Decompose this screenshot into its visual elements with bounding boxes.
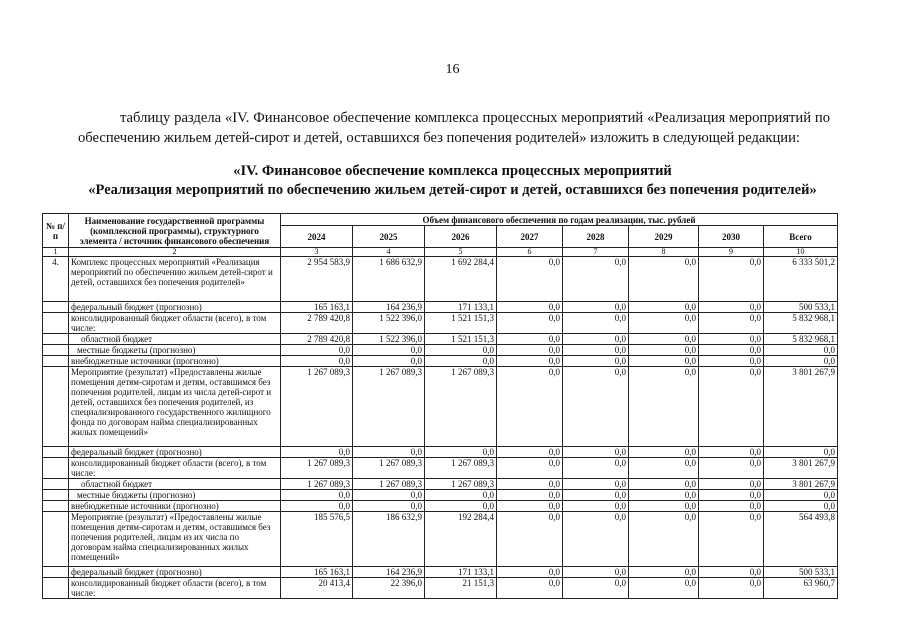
value-cell: 0,0 <box>425 447 497 458</box>
row-name-cell: местные бюджеты (прогнозно) <box>69 490 281 501</box>
column-index-cell: 9 <box>699 248 764 257</box>
value-cell: 0,0 <box>699 458 764 479</box>
row-name-cell: консолидированный бюджет области (всего), в том числе: <box>69 578 281 599</box>
heading-line-2: «Реализация мероприятий по обеспечению жильем детей-сирот и детей, оставшихся без попечения родителей» <box>88 182 817 198</box>
column-index-cell: 1 <box>43 248 69 257</box>
value-cell: 0,0 <box>563 501 629 512</box>
row-name-cell: Мероприятие (результат) «Предоставлены жилые помещения детям-сиротам и детям, оставшимся без попечения родителей, лицам из их числа по договорам найма специализированных жилых помещений» <box>69 512 281 567</box>
value-cell: 500 533,1 <box>764 302 838 313</box>
row-number-cell <box>43 578 69 599</box>
value-cell: 0,0 <box>563 458 629 479</box>
value-cell: 0,0 <box>629 345 699 356</box>
year-header: 2029 <box>629 226 699 248</box>
row-name-cell: внебюджетные источники (прогнозно) <box>69 501 281 512</box>
row-name-cell: консолидированный бюджет области (всего), в том числе: <box>69 458 281 479</box>
column-index-cell: 8 <box>629 248 699 257</box>
value-cell: 0,0 <box>281 501 353 512</box>
row-number-cell <box>43 345 69 356</box>
table-row <box>43 578 838 599</box>
intro-paragraph <box>78 108 830 148</box>
value-cell: 500 533,1 <box>764 567 838 578</box>
value-cell: 0,0 <box>353 447 425 458</box>
value-cell: 0,0 <box>629 257 699 302</box>
row-number-cell <box>43 313 69 334</box>
value-cell: 0,0 <box>629 334 699 345</box>
value-cell: 5 832 968,1 <box>764 334 838 345</box>
row-name-cell: консолидированный бюджет области (всего), в том числе: <box>69 313 281 334</box>
value-cell: 3 801 267,9 <box>764 479 838 490</box>
value-cell: 0,0 <box>563 356 629 367</box>
table-row <box>43 356 838 367</box>
value-cell: 0,0 <box>563 578 629 599</box>
value-cell: 1 522 396,0 <box>353 334 425 345</box>
value-cell: 0,0 <box>764 490 838 501</box>
table-row <box>43 313 838 334</box>
financing-group-header: Объем финансового обеспечения по годам реализации, тыс. рублей <box>281 214 838 226</box>
section-heading <box>0 162 905 200</box>
value-cell: 1 267 089,3 <box>425 367 497 447</box>
value-cell: 0,0 <box>425 501 497 512</box>
value-cell: 0,0 <box>281 490 353 501</box>
column-index-cell: 7 <box>563 248 629 257</box>
col-num-header: № п/п <box>43 214 69 248</box>
value-cell: 0,0 <box>353 490 425 501</box>
value-cell: 0,0 <box>497 512 563 567</box>
value-cell: 1 267 089,3 <box>353 479 425 490</box>
value-cell: 0,0 <box>497 490 563 501</box>
value-cell: 0,0 <box>497 302 563 313</box>
value-cell: 0,0 <box>629 302 699 313</box>
value-cell: 1 267 089,3 <box>425 458 497 479</box>
value-cell: 0,0 <box>629 356 699 367</box>
value-cell: 0,0 <box>764 447 838 458</box>
value-cell: 0,0 <box>563 447 629 458</box>
value-cell: 0,0 <box>497 458 563 479</box>
row-number-cell <box>43 490 69 501</box>
value-cell: 0,0 <box>699 367 764 447</box>
value-cell: 0,0 <box>629 501 699 512</box>
value-cell: 1 267 089,3 <box>281 458 353 479</box>
financing-table <box>42 213 838 599</box>
value-cell: 165 163,1 <box>281 567 353 578</box>
value-cell: 0,0 <box>425 490 497 501</box>
value-cell: 0,0 <box>699 447 764 458</box>
value-cell: 0,0 <box>629 479 699 490</box>
value-cell: 3 801 267,9 <box>764 458 838 479</box>
value-cell: 0,0 <box>699 257 764 302</box>
year-header: 2026 <box>425 226 497 248</box>
value-cell: 0,0 <box>699 512 764 567</box>
value-cell: 1 267 089,3 <box>353 458 425 479</box>
value-cell: 0,0 <box>629 490 699 501</box>
value-cell: 0,0 <box>699 578 764 599</box>
row-number-cell <box>43 512 69 567</box>
table-row <box>43 512 838 567</box>
table-row <box>43 447 838 458</box>
row-name-cell: Мероприятие (результат) «Предоставлены жилые помещения детям-сиротам и детям, оставшимся без попечения родителей, лицам из числа детей-сирот и детей, оставшихся без попечения родителей, из специализированного государственного жилищного фонда по договорам найма специализированных жилых помещений» <box>69 367 281 447</box>
value-cell: 192 284,4 <box>425 512 497 567</box>
value-cell: 2 789 420,8 <box>281 334 353 345</box>
value-cell: 171 133,1 <box>425 302 497 313</box>
row-number-cell <box>43 501 69 512</box>
value-cell: 2 954 583,9 <box>281 257 353 302</box>
value-cell: 0,0 <box>497 447 563 458</box>
value-cell: 0,0 <box>353 501 425 512</box>
value-cell: 1 267 089,3 <box>425 479 497 490</box>
value-cell: 165 163,1 <box>281 302 353 313</box>
value-cell: 171 133,1 <box>425 567 497 578</box>
value-cell: 6 333 501,2 <box>764 257 838 302</box>
value-cell: 0,0 <box>629 578 699 599</box>
value-cell: 0,0 <box>699 567 764 578</box>
value-cell: 0,0 <box>497 257 563 302</box>
value-cell: 0,0 <box>629 512 699 567</box>
value-cell: 0,0 <box>497 479 563 490</box>
row-name-cell: федеральный бюджет (прогнозно) <box>69 567 281 578</box>
value-cell: 1 521 151,3 <box>425 334 497 345</box>
column-index-cell: 4 <box>353 248 425 257</box>
col-name-header: Наименование государственной программы (комплексной программы), структурного элемента / источник финансового обеспечения <box>69 214 281 248</box>
value-cell: 0,0 <box>699 479 764 490</box>
row-number-cell <box>43 334 69 345</box>
value-cell: 0,0 <box>497 501 563 512</box>
row-name-cell: федеральный бюджет (прогнозно) <box>69 302 281 313</box>
heading-line-1: «IV. Финансовое обеспечение комплекса процессных мероприятий <box>233 163 672 179</box>
column-index-cell: 2 <box>69 248 281 257</box>
value-cell: 63 960,7 <box>764 578 838 599</box>
value-cell: 0,0 <box>563 302 629 313</box>
table-row <box>43 257 838 302</box>
row-name-cell: Комплекс процессных мероприятий «Реализация мероприятий по обеспечению жильем детей-сирот и детей, оставшихся без попечения родителей» <box>69 257 281 302</box>
value-cell: 1 267 089,3 <box>353 367 425 447</box>
table-row <box>43 567 838 578</box>
year-header: 2025 <box>353 226 425 248</box>
value-cell: 0,0 <box>353 356 425 367</box>
value-cell: 0,0 <box>629 367 699 447</box>
row-number-cell <box>43 367 69 447</box>
value-cell: 3 801 267,9 <box>764 367 838 447</box>
value-cell: 0,0 <box>353 345 425 356</box>
row-number-cell <box>43 302 69 313</box>
value-cell: 0,0 <box>563 257 629 302</box>
value-cell: 0,0 <box>281 345 353 356</box>
value-cell: 0,0 <box>629 458 699 479</box>
value-cell: 22 396,0 <box>353 578 425 599</box>
column-index-cell: 5 <box>425 248 497 257</box>
value-cell: 0,0 <box>764 356 838 367</box>
value-cell: 0,0 <box>699 345 764 356</box>
table-row <box>43 479 838 490</box>
value-cell: 0,0 <box>563 567 629 578</box>
value-cell: 0,0 <box>699 356 764 367</box>
value-cell: 0,0 <box>699 501 764 512</box>
value-cell: 0,0 <box>281 356 353 367</box>
table-row <box>43 490 838 501</box>
table-row <box>43 302 838 313</box>
value-cell: 0,0 <box>563 345 629 356</box>
value-cell: 1 692 284,4 <box>425 257 497 302</box>
value-cell: 21 151,3 <box>425 578 497 599</box>
year-header: 2027 <box>497 226 563 248</box>
intro-text: таблицу раздела «IV. Финансовое обеспечение комплекса процессных мероприятий «Реализация мероприятий по обеспечению жильем детей-сирот и детей, оставшихся без попечения родителей» изложить в следующей редакции: <box>78 110 830 146</box>
table-row <box>43 345 838 356</box>
column-index-cell: 6 <box>497 248 563 257</box>
row-name-cell: местные бюджеты (прогнозно) <box>69 345 281 356</box>
table-row <box>43 458 838 479</box>
table-row <box>43 334 838 345</box>
value-cell: 164 236,9 <box>353 302 425 313</box>
row-number-cell <box>43 479 69 490</box>
value-cell: 1 521 151,3 <box>425 313 497 334</box>
value-cell: 0,0 <box>699 490 764 501</box>
value-cell: 0,0 <box>563 367 629 447</box>
value-cell: 0,0 <box>497 367 563 447</box>
value-cell: 0,0 <box>699 302 764 313</box>
value-cell: 0,0 <box>497 567 563 578</box>
value-cell: 564 493,8 <box>764 512 838 567</box>
value-cell: 0,0 <box>563 313 629 334</box>
year-header: Всего <box>764 226 838 248</box>
value-cell: 186 632,9 <box>353 512 425 567</box>
value-cell: 0,0 <box>497 334 563 345</box>
row-number-cell <box>43 356 69 367</box>
value-cell: 1 522 396,0 <box>353 313 425 334</box>
row-number-cell <box>43 458 69 479</box>
row-name-cell: федеральный бюджет (прогнозно) <box>69 447 281 458</box>
value-cell: 0,0 <box>629 447 699 458</box>
row-number-cell <box>43 447 69 458</box>
row-number-cell: 4. <box>43 257 69 302</box>
value-cell: 0,0 <box>425 345 497 356</box>
value-cell: 0,0 <box>563 512 629 567</box>
value-cell: 164 236,9 <box>353 567 425 578</box>
column-index-cell: 3 <box>281 248 353 257</box>
year-header: 2024 <box>281 226 353 248</box>
value-cell: 0,0 <box>563 479 629 490</box>
value-cell: 0,0 <box>497 313 563 334</box>
value-cell: 0,0 <box>281 447 353 458</box>
year-header: 2030 <box>699 226 764 248</box>
value-cell: 20 413,4 <box>281 578 353 599</box>
value-cell: 0,0 <box>629 313 699 334</box>
value-cell: 0,0 <box>563 334 629 345</box>
value-cell: 1 686 632,9 <box>353 257 425 302</box>
year-header: 2028 <box>563 226 629 248</box>
value-cell: 0,0 <box>425 356 497 367</box>
value-cell: 0,0 <box>629 567 699 578</box>
value-cell: 0,0 <box>497 345 563 356</box>
table-row <box>43 501 838 512</box>
column-index-cell: 10 <box>764 248 838 257</box>
value-cell: 1 267 089,3 <box>281 367 353 447</box>
value-cell: 185 576,5 <box>281 512 353 567</box>
page-number: 16 <box>445 62 460 77</box>
value-cell: 0,0 <box>699 334 764 345</box>
row-number-cell <box>43 567 69 578</box>
row-name-cell: областной бюджет <box>69 479 281 490</box>
value-cell: 5 832 968,1 <box>764 313 838 334</box>
row-name-cell: областной бюджет <box>69 334 281 345</box>
value-cell: 0,0 <box>563 490 629 501</box>
value-cell: 2 789 420,8 <box>281 313 353 334</box>
value-cell: 0,0 <box>699 313 764 334</box>
value-cell: 0,0 <box>764 345 838 356</box>
value-cell: 0,0 <box>497 356 563 367</box>
value-cell: 0,0 <box>497 578 563 599</box>
row-name-cell: внебюджетные источники (прогнозно) <box>69 356 281 367</box>
table-row <box>43 367 838 447</box>
value-cell: 1 267 089,3 <box>281 479 353 490</box>
value-cell: 0,0 <box>764 501 838 512</box>
